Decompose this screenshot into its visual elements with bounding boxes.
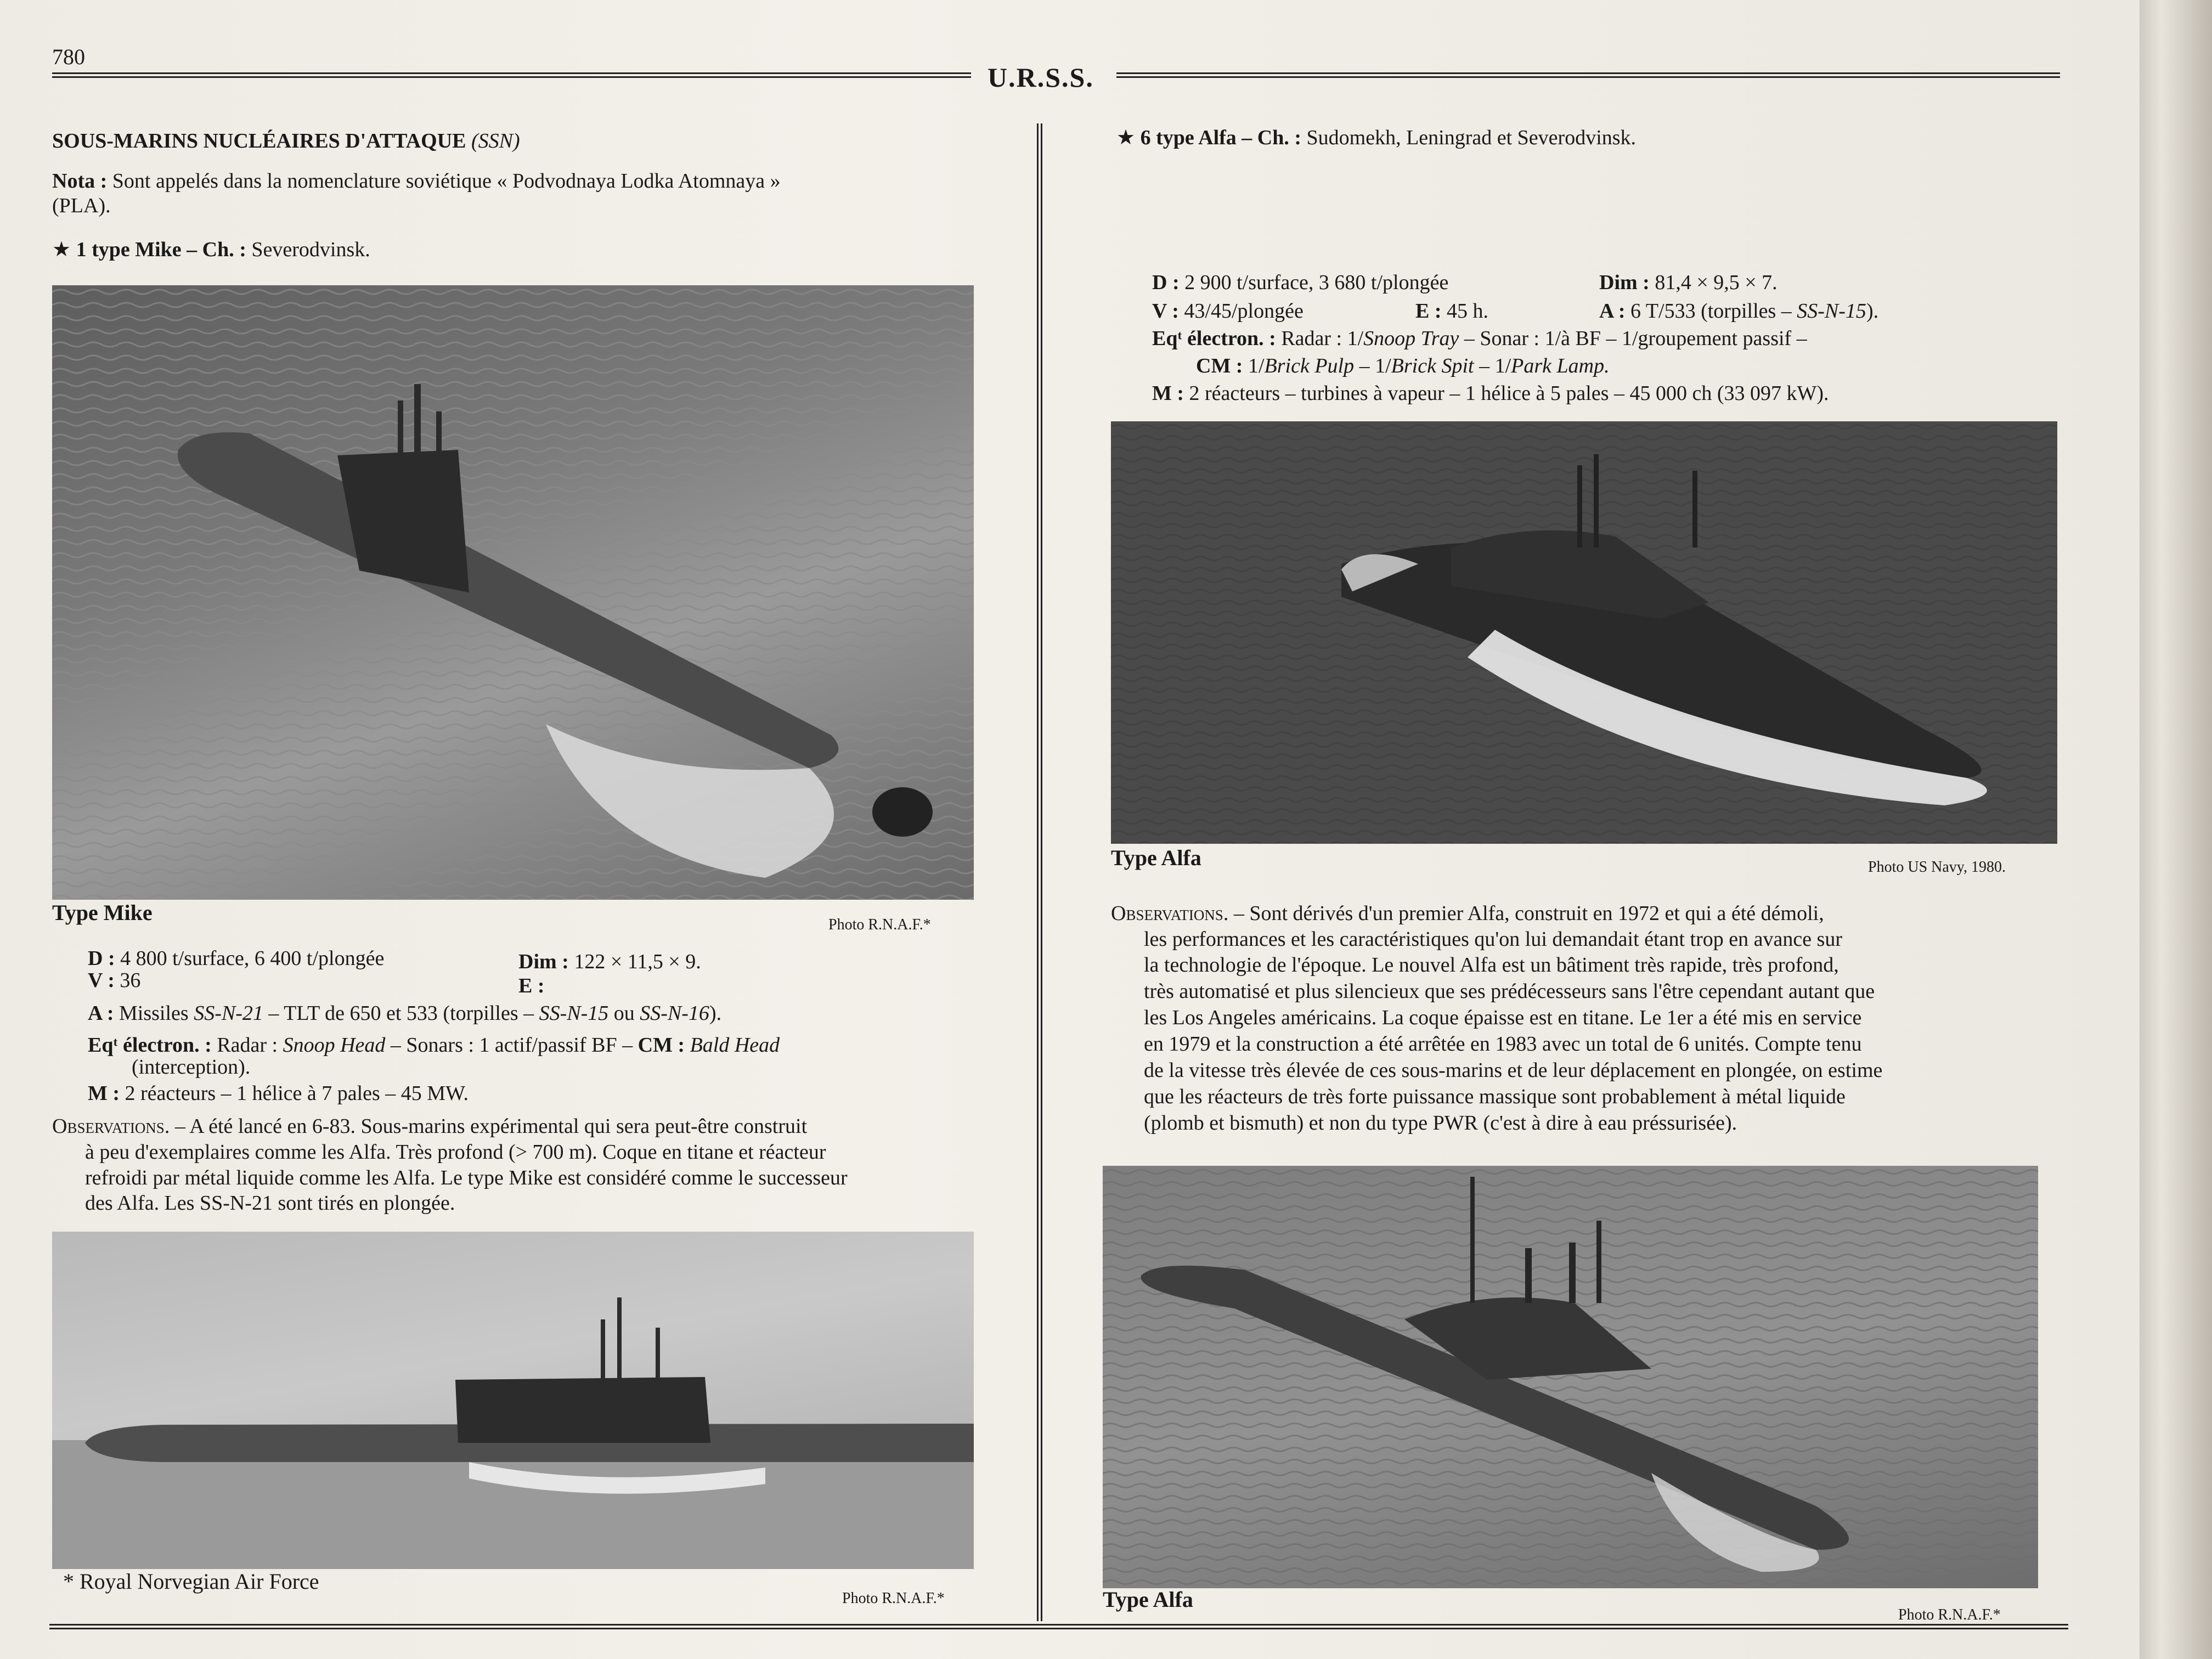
class-name: 1 type Mike (76, 238, 182, 261)
nota-label: Nota : (52, 170, 108, 193)
spec-m-label: M : (88, 1082, 120, 1105)
spec-eq-2: Snoop Head (283, 1034, 386, 1057)
spec-cm-label: CM : (1196, 354, 1243, 377)
class-heading-mike (52, 236, 370, 263)
spec-dim-alfa (1599, 269, 1778, 296)
obs-alfa-line-9: (plomb et bismuth) et non du type PWR (c'est à dire à eau préssurisée). (1144, 1111, 1737, 1135)
photo-credit-alfa-1: Photo US Navy, 1980. (1868, 859, 2006, 876)
nota-line-1 (52, 167, 781, 195)
spec-e-alfa (1415, 297, 1488, 325)
class-ch-value: Sudomekh, Leningrad et Severodvinsk. (1306, 126, 1637, 149)
star-icon: ★ (1116, 126, 1136, 149)
spec-v-mike (88, 967, 140, 994)
spec-cm-3: – 1/ (1359, 354, 1391, 377)
spec-cm-6: Park Lamp. (1511, 354, 1610, 377)
class-ch-label: – Ch. : (1242, 126, 1302, 149)
spec-eq-line2-mike: (interception). (132, 1056, 251, 1079)
spec-a-3: ). (1866, 300, 1879, 323)
obs-text-1: – A été lancé en 6-83. Sous-marins expérimental qui sera peut-être construit (174, 1115, 808, 1138)
spec-a-5: ou (613, 1002, 635, 1025)
footer-rule (49, 1624, 2068, 1629)
spec-a-7: ). (709, 1002, 722, 1025)
spec-d-label: D : (88, 947, 115, 970)
spec-eq-3: – Sonar : 1/à BF – 1/groupement passif – (1464, 327, 1807, 350)
column-divider (1037, 123, 1042, 1621)
spec-d-value: 4 800 t/surface, 6 400 t/plongée (120, 947, 385, 970)
spec-dim-label: Dim : (518, 950, 569, 973)
spec-a-label: A : (88, 1002, 114, 1025)
spec-m-value: 2 réacteurs – 1 hélice à 7 pales – 45 MW. (125, 1082, 469, 1105)
spec-a-mike (88, 1000, 721, 1027)
spec-e-label: E : (1415, 300, 1442, 323)
spec-eq-3: – Sonars : 1 actif/passif BF – (390, 1034, 633, 1057)
spec-cm-4: Brick Spit (1391, 354, 1474, 377)
class-heading-alfa (1116, 124, 1636, 151)
obs-alfa-line-1 (1111, 900, 1824, 927)
section-title-text: SOUS-MARINS NUCLÉAIRES D'ATTAQUE (52, 129, 466, 153)
spec-v-value: 36 (120, 969, 141, 992)
class-name: 6 type Alfa (1140, 126, 1237, 149)
spec-eq-1: Radar : (217, 1034, 278, 1057)
submarine-illustration-3 (1111, 421, 2057, 844)
spec-cm-5: – 1/ (1479, 354, 1511, 377)
spec-m-label: M : (1152, 382, 1184, 405)
photo-mike-submarine-2 (52, 1232, 974, 1569)
submarine-illustration (52, 285, 974, 900)
obs-alfa-line-2: les performances et les caractéristiques qu'on lui demandait étant trop en avance sur (1144, 928, 1842, 951)
star-icon: ★ (52, 238, 71, 261)
photo-mike-submarine-1 (52, 285, 974, 900)
spec-eq-2: Snoop Tray (1363, 327, 1459, 350)
obs-mike-line-3: refroidi par métal liquide comme les Alfa. Le type Mike est considéré comme le successeur (85, 1166, 848, 1189)
spec-a-1: 6 T/533 (torpilles – (1630, 300, 1792, 323)
class-ch-value: Severodvinsk. (251, 238, 370, 261)
photo-caption-mike: Type Mike (52, 900, 153, 925)
photo-caption-alfa-2: Type Alfa (1103, 1587, 1193, 1612)
obs-alfa-line-8: que les réacteurs de très forte puissance massique sont probablement à métal liquide (1144, 1085, 1846, 1108)
section-title (52, 127, 520, 155)
spec-eq-label: Eqᵗ électron. : (1152, 327, 1276, 350)
spec-e-value: 45 h. (1447, 300, 1488, 323)
obs-mike-line-1 (52, 1113, 807, 1140)
spec-m-value: 2 réacteurs – turbines à vapeur – 1 hélice à 5 pales – 45 000 ch (33 097 kW). (1189, 382, 1829, 405)
spec-cm-2: Brick Pulp (1264, 354, 1355, 377)
submarine-illustration-2 (52, 1232, 974, 1569)
spec-cm-1: 1/ (1248, 354, 1265, 377)
spec-dim-value: 122 × 11,5 × 9. (574, 950, 701, 973)
spec-d-label: D : (1152, 271, 1180, 294)
nota-text-1: Sont appelés dans la nomenclature soviétique « Podvodnaya Lodka Atomnaya » (112, 170, 781, 193)
spec-eq-1: Radar : 1/ (1281, 327, 1364, 350)
photo-caption-alfa-1: Type Alfa (1111, 845, 1201, 870)
spec-a-1: Missiles (119, 1002, 189, 1025)
spec-dim-mike (518, 948, 701, 975)
obs-mike-line-2: à peu d'exemplaires comme les Alfa. Très profond (> 700 m). Coque en titane et réacteur (85, 1141, 826, 1164)
spec-a-2: SS-N-21 (194, 1002, 263, 1025)
spec-a-2: SS-N-15 (1797, 300, 1866, 323)
obs-alfa-line-6: en 1979 et la construction a été arrêtée en 1983 avec un total de 6 unités. Compte tenu (1144, 1032, 1862, 1056)
spec-cm-value: Bald Head (690, 1034, 780, 1057)
obs-label: Observations. (52, 1115, 170, 1138)
spec-eq-label: Eqᵗ électron. : (88, 1034, 212, 1057)
nota-line-2: (PLA). (52, 194, 111, 217)
spec-v-alfa (1152, 297, 1304, 325)
header-rule-right (1116, 72, 2060, 78)
obs-alfa-line-5: les Los Angeles américains. La coque épaisse est en titane. Le 1er a été mis en service (1144, 1006, 1862, 1029)
spec-a-6: SS-N-16 (640, 1002, 709, 1025)
section-title-abbr: (SSN) (471, 129, 520, 153)
page-edge (2140, 0, 2212, 1659)
photo-credit-alfa-2: Photo R.N.A.F.* (1898, 1606, 2001, 1623)
photo-credit-mike: Photo R.N.A.F.* (828, 916, 931, 933)
obs-text-1: – Sont dérivés d'un premier Alfa, construit en 1972 et qui a été démoli, (1233, 902, 1824, 925)
photo-alfa-submarine-2 (1103, 1166, 2038, 1588)
spec-eq-alfa (1152, 325, 1807, 352)
spec-a-3: – TLT de 650 et 533 (torpilles – (268, 1002, 534, 1025)
page-number: 780 (52, 44, 85, 69)
footnote: * Royal Norvegian Air Force (63, 1569, 319, 1594)
spec-v-label: V : (88, 969, 115, 992)
spec-dim-value: 81,4 × 9,5 × 7. (1655, 271, 1778, 294)
obs-mike-line-4: des Alfa. Les SS-N-21 sont tirés en plongée. (85, 1192, 455, 1215)
spec-v-value: 43/45/plongée (1184, 300, 1304, 323)
spec-a-alfa (1599, 297, 1878, 325)
header-rule-left (52, 72, 971, 78)
spec-m-mike (88, 1080, 469, 1107)
obs-alfa-line-3: la technologie de l'époque. Le nouvel Alfa est un bâtiment très rapide, très profond, (1144, 953, 1839, 977)
photo-alfa-submarine-1 (1111, 421, 2057, 844)
spec-a-label: A : (1599, 300, 1626, 323)
spec-cm-label: CM : (637, 1034, 685, 1057)
obs-alfa-line-7: de la vitesse très élevée de ces sous-marins et de leur déplacement en plongée, on estime (1144, 1059, 1883, 1082)
class-ch-label: – Ch. : (187, 238, 246, 261)
spec-cm-alfa (1196, 352, 1610, 380)
submarine-illustration-4 (1103, 1166, 2038, 1588)
obs-label: Observations. (1111, 902, 1229, 925)
obs-alfa-line-4: très automatisé et plus silencieux que ses prédécesseurs sans l'être cependant autant que (1144, 980, 1875, 1003)
photo-credit-mike-2: Photo R.N.A.F.* (842, 1590, 945, 1607)
page-title: U.R.S.S. (988, 62, 1094, 93)
spec-e-mike: E : (518, 974, 545, 997)
spec-d-value: 2 900 t/surface, 3 680 t/plongée (1184, 271, 1449, 294)
spec-v-label: V : (1152, 300, 1179, 323)
spec-d-alfa (1152, 269, 1448, 296)
spec-m-alfa (1152, 380, 1829, 407)
spec-a-4: SS-N-15 (539, 1002, 609, 1025)
spec-dim-label: Dim : (1599, 271, 1650, 294)
